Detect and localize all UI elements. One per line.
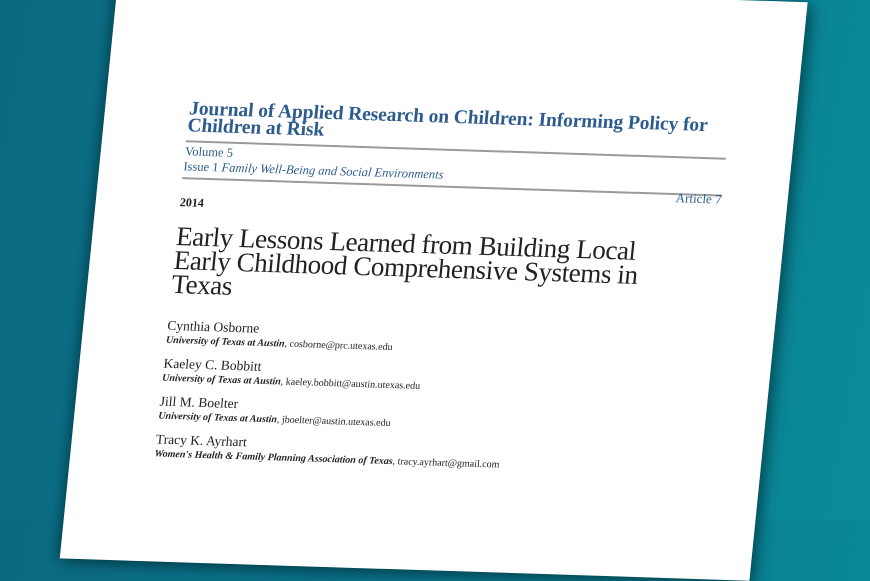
- author-name: Kaeley C. Bobbitt: [162, 356, 263, 375]
- publication-year: 2014: [179, 195, 205, 210]
- volume: Volume 5: [184, 144, 234, 160]
- author-institution: Women's Health & Family Planning Association of Texas: [153, 448, 394, 468]
- document-page: [60, 0, 808, 581]
- author-name: Tracy K. Ayrhart: [155, 431, 248, 450]
- article-number: Article 7: [675, 190, 723, 207]
- author-entry: [161, 356, 704, 402]
- issue-label: Issue 1: [182, 159, 220, 175]
- author-email: , kaeley.bobbitt@austin.utexas.edu: [280, 376, 421, 393]
- author-entry: [165, 318, 708, 364]
- journal-title: Journal of Applied Research on Children: Informing Policy for Children at Risk: [186, 98, 709, 141]
- author-institution: University of Texas at Austin: [165, 335, 286, 350]
- issue-theme: Family Well-Being and Social Environments: [220, 160, 445, 182]
- author-email: , tracy.ayrhart@gmail.com: [392, 456, 500, 471]
- page-content: [153, 100, 730, 487]
- author-entry: [158, 394, 701, 440]
- author-list: [154, 318, 708, 478]
- author-entry: [154, 432, 697, 478]
- author-name: Jill M. Boelter: [159, 393, 239, 412]
- author-email: , cosborne@prc.utexas.edu: [284, 338, 394, 354]
- paper-title: Early Lessons Learned from Building Local Early Childhood Comprehensive Systems in Texas: [170, 221, 640, 301]
- author-name: Cynthia Osborne: [166, 318, 261, 337]
- author-email: , jboelter@austin.utexas.edu: [276, 414, 392, 430]
- author-institution: University of Texas at Austin: [157, 410, 278, 426]
- author-institution: University of Texas at Austin: [161, 373, 282, 388]
